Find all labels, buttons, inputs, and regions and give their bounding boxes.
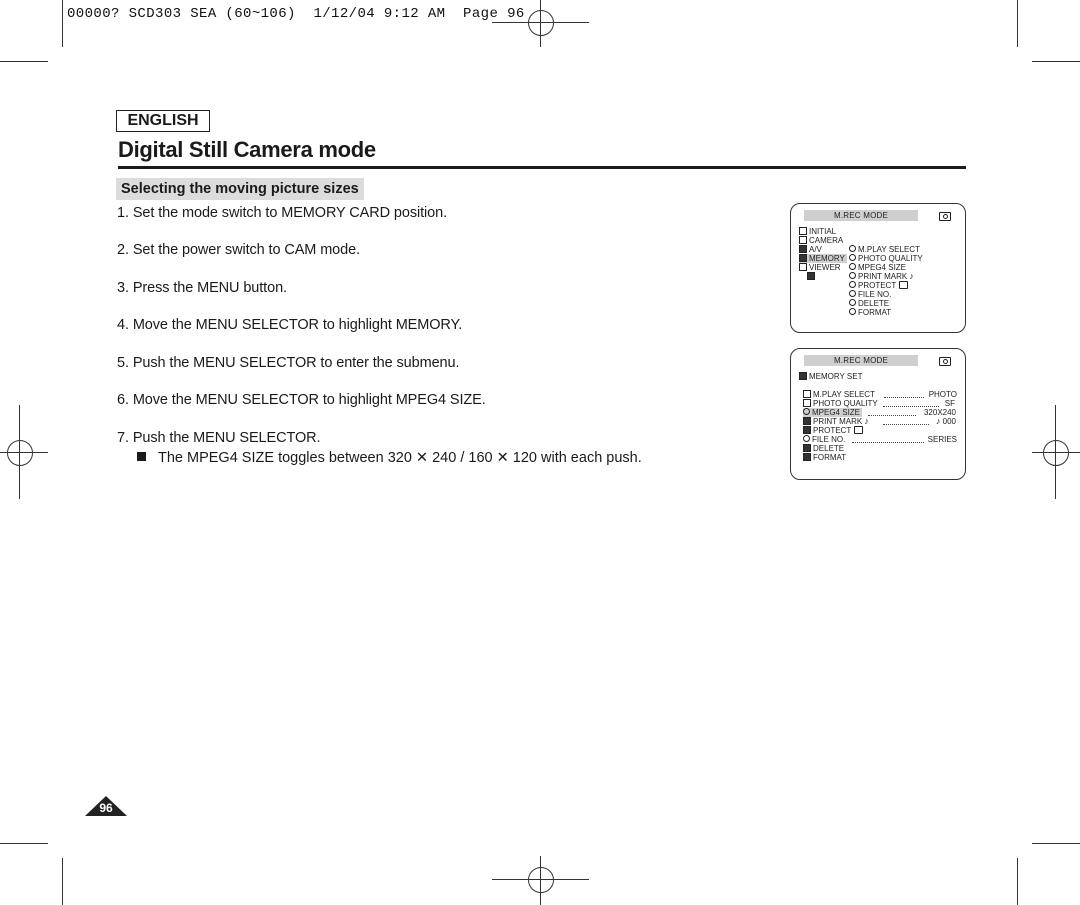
- bullet-circle-icon: [849, 263, 856, 270]
- step-3: 3. Press the MENU button.: [117, 280, 287, 296]
- bullet-circle-icon: [849, 245, 856, 252]
- crop-mark: [492, 22, 589, 23]
- crop-mark: [62, 858, 63, 905]
- bullet-circle-icon: [849, 272, 856, 279]
- camera-menu-icon: [799, 236, 807, 244]
- leader-dots: [883, 424, 929, 425]
- camera-icon: [939, 212, 951, 221]
- lock-icon: [854, 426, 863, 434]
- menu-item-memory: MEMORY: [799, 254, 847, 263]
- section-title: Selecting the moving picture sizes: [116, 178, 364, 200]
- registration-target: [528, 867, 554, 893]
- submenu-photo-quality: PHOTO QUALITY: [849, 254, 923, 263]
- item-print-mark: PRINT MARK ♪: [803, 417, 869, 426]
- print-icon: ♪: [935, 416, 941, 426]
- bullet-circle-icon: [849, 299, 856, 306]
- bullet-square-icon: [137, 452, 146, 461]
- registration-target: [528, 10, 554, 36]
- submenu-mpeg4-size: MPEG4 SIZE: [849, 263, 906, 272]
- item-format: FORMAT: [803, 453, 846, 462]
- item-delete: DELETE: [803, 444, 844, 453]
- memory-set-header: MEMORY SET: [799, 372, 863, 381]
- crop-mark: [19, 405, 20, 499]
- menu-item-viewer: VIEWER: [799, 263, 841, 272]
- viewer-icon: [799, 263, 807, 271]
- crop-mark: [1055, 405, 1056, 499]
- bullet-circle-icon: [849, 254, 856, 261]
- crop-mark: [1032, 61, 1080, 62]
- av-icon: [799, 245, 807, 253]
- step-7: 7. Push the MENU SELECTOR.: [117, 430, 321, 446]
- print-header: 00000? SCD303 SEA (60~106) 1/12/04 9:12 AM Page 96: [67, 6, 525, 22]
- registration-target: [7, 440, 33, 466]
- item-file-no: FILE NO.: [803, 435, 845, 444]
- crop-mark: [0, 61, 48, 62]
- memory-icon: [799, 254, 807, 262]
- submenu-delete: DELETE: [849, 299, 889, 308]
- value-fileno: SERIES: [927, 435, 957, 444]
- osd-screen-memory-set: [790, 348, 966, 480]
- step-2: 2. Set the power switch to CAM mode.: [117, 242, 361, 258]
- item-protect: PROTECT: [803, 426, 863, 435]
- osd-title: M.REC MODE: [804, 355, 918, 366]
- title-divider: [118, 166, 966, 169]
- camera-icon: [939, 357, 951, 366]
- item-mplay-select: M.PLAY SELECT: [803, 390, 875, 399]
- bullet-circle-icon: [849, 308, 856, 315]
- value-mpeg4: 320X240: [923, 408, 956, 417]
- menu-item-initial: INITIAL: [799, 227, 836, 236]
- crop-mark: [1032, 452, 1080, 453]
- crop-mark: [0, 843, 48, 844]
- language-label: ENGLISH: [116, 110, 210, 132]
- submenu-print-mark: PRINT MARK ♪: [849, 272, 914, 281]
- crop-mark: [1017, 0, 1018, 47]
- leader-dots: [852, 442, 924, 443]
- value-print: ♪ 000: [935, 416, 956, 426]
- submenu-format: FORMAT: [849, 308, 891, 317]
- bullet-circle-icon: [849, 281, 856, 288]
- value-mplay: PHOTO: [928, 390, 957, 399]
- memory-icon: [799, 372, 807, 380]
- value-quality: SF: [944, 399, 955, 408]
- submenu-mplay-select: M.PLAY SELECT: [849, 245, 920, 254]
- submenu-protect: PROTECT: [849, 281, 908, 290]
- item-mpeg4-size: MPEG4 SIZE: [803, 408, 862, 417]
- crop-mark: [1017, 858, 1018, 905]
- lock-icon: [899, 281, 908, 289]
- step-6: 6. Move the MENU SELECTOR to highlight MPEG4 SIZE.: [117, 392, 486, 408]
- print-icon: ♪: [909, 271, 914, 281]
- leader-dots: [868, 415, 916, 416]
- print-icon: ♪: [864, 416, 869, 426]
- page-number: 96: [99, 801, 113, 815]
- item-photo-quality: PHOTO QUALITY: [803, 399, 878, 408]
- leader-dots: [884, 397, 924, 398]
- initial-icon: [799, 227, 807, 235]
- crop-mark: [492, 879, 589, 880]
- osd-screen-main-menu: [790, 203, 966, 333]
- bullet-circle-icon: [849, 290, 856, 297]
- sub-bullet: [137, 450, 642, 466]
- crop-mark: [540, 856, 541, 905]
- crop-mark: [62, 0, 63, 47]
- crop-mark: [0, 452, 48, 453]
- exit-icon: [807, 272, 817, 281]
- submenu-file-no: FILE NO.: [849, 290, 891, 299]
- menu-item-camera: CAMERA: [799, 236, 843, 245]
- menu-item-av: A/V: [799, 245, 822, 254]
- osd-title: M.REC MODE: [804, 210, 918, 221]
- crop-mark: [1032, 843, 1080, 844]
- leader-dots: [883, 406, 939, 407]
- crop-mark: [540, 0, 541, 47]
- step-5: 5. Push the MENU SELECTOR to enter the submenu.: [117, 355, 460, 371]
- step-1: 1. Set the mode switch to MEMORY CARD position.: [117, 205, 448, 221]
- page-title: Digital Still Camera mode: [118, 137, 376, 162]
- registration-target: [1043, 440, 1069, 466]
- sub-bullet-text: The MPEG4 SIZE toggles between 320 ✕ 240 / 160 ✕ 120 with each push.: [158, 450, 642, 466]
- step-4: 4. Move the MENU SELECTOR to highlight MEMORY.: [117, 317, 463, 333]
